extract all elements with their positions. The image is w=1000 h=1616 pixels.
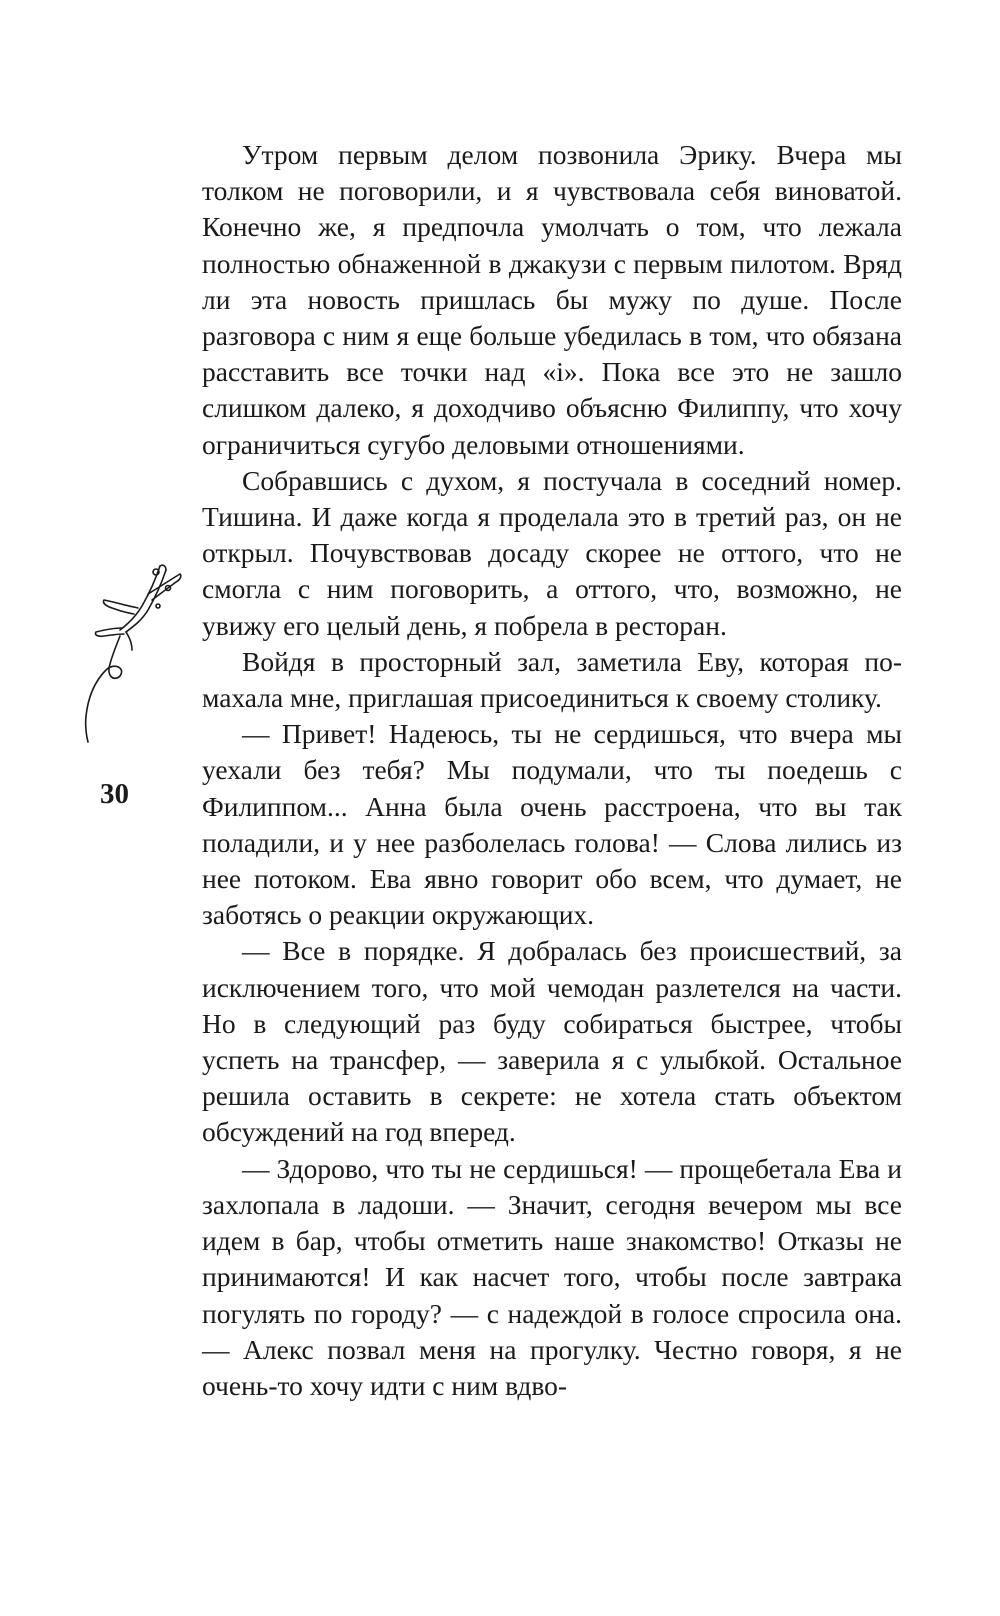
page-number: 30 (100, 778, 129, 810)
paragraph: Утром первым делом позвонила Эрику. Вчера мы толком не поговорили, и я чувствовала себя виноватой. Конечно же, я предпочла умолчать о том, что лежала полностью обнаженной в джакузи с первым пилотом. Вряд ли эта новость пришлась бы мужу по душе. После разговора с ним я еще больше убедилась в том, что обязана расставить все точки над «і». Пока все это не зашло слишком далеко, я доходчиво объясню Филиппу, что хочу ограничиться сугубо деловыми отношениями. (202, 139, 902, 460)
paragraph: — Здорово, что ты не сердишься! — прощебетала Ева и захлопала в ладоши. — Значит, сегодня вечером мы все идем в бар, чтобы отметить наше знакомство! Отказы не принимаются! И как насчет того, чтобы после завтрака погулять по городу? — с надеждой в голосе спросила она. — Алекс позвал меня на прогулку. Честно говоря, я не очень-то хочу идти с ним вдво- (202, 1152, 902, 1401)
paragraph: Собравшись с духом, я постучала в соседний номер. Тишина. И даже когда я проделала это в третий раз, он не открыл. Почувствовав досаду скорее не оттого, что не смогла с ним поговорить, а оттого, что, возможно, не увижу его целый день, я побрела в ресторан. (202, 464, 902, 641)
paragraph: — Все в порядке. Я добралась без происшествий, за исключением того, что мой чемодан разлетелся на части. Но в следующий раз буду собираться быстрее, чтобы успеть на трансфер, — заверила я с улыбкой. Остальное решила оставить в секрете: не хотела стать объектом обсуждений на год вперед. (202, 935, 902, 1148)
body-text (202, 137, 902, 1404)
paragraph: Войдя в просторный зал, заметила Еву, которая помахала мне, приглашая присоединиться к своему столику. (202, 645, 902, 714)
airplane-doodle-icon (70, 548, 210, 748)
paragraph: — Привет! Надеюсь, ты не сердишься, что вчера мы уехали без тебя? Мы подумали, что ты поедешь с Филиппом... Анна была очень расстроена, что вы так поладили, и у нее разболелась голова! — Слова лились из нее потоком. Ева явно говорит обо всем, что думает, не заботясь о реакции окружающих. (202, 718, 902, 931)
